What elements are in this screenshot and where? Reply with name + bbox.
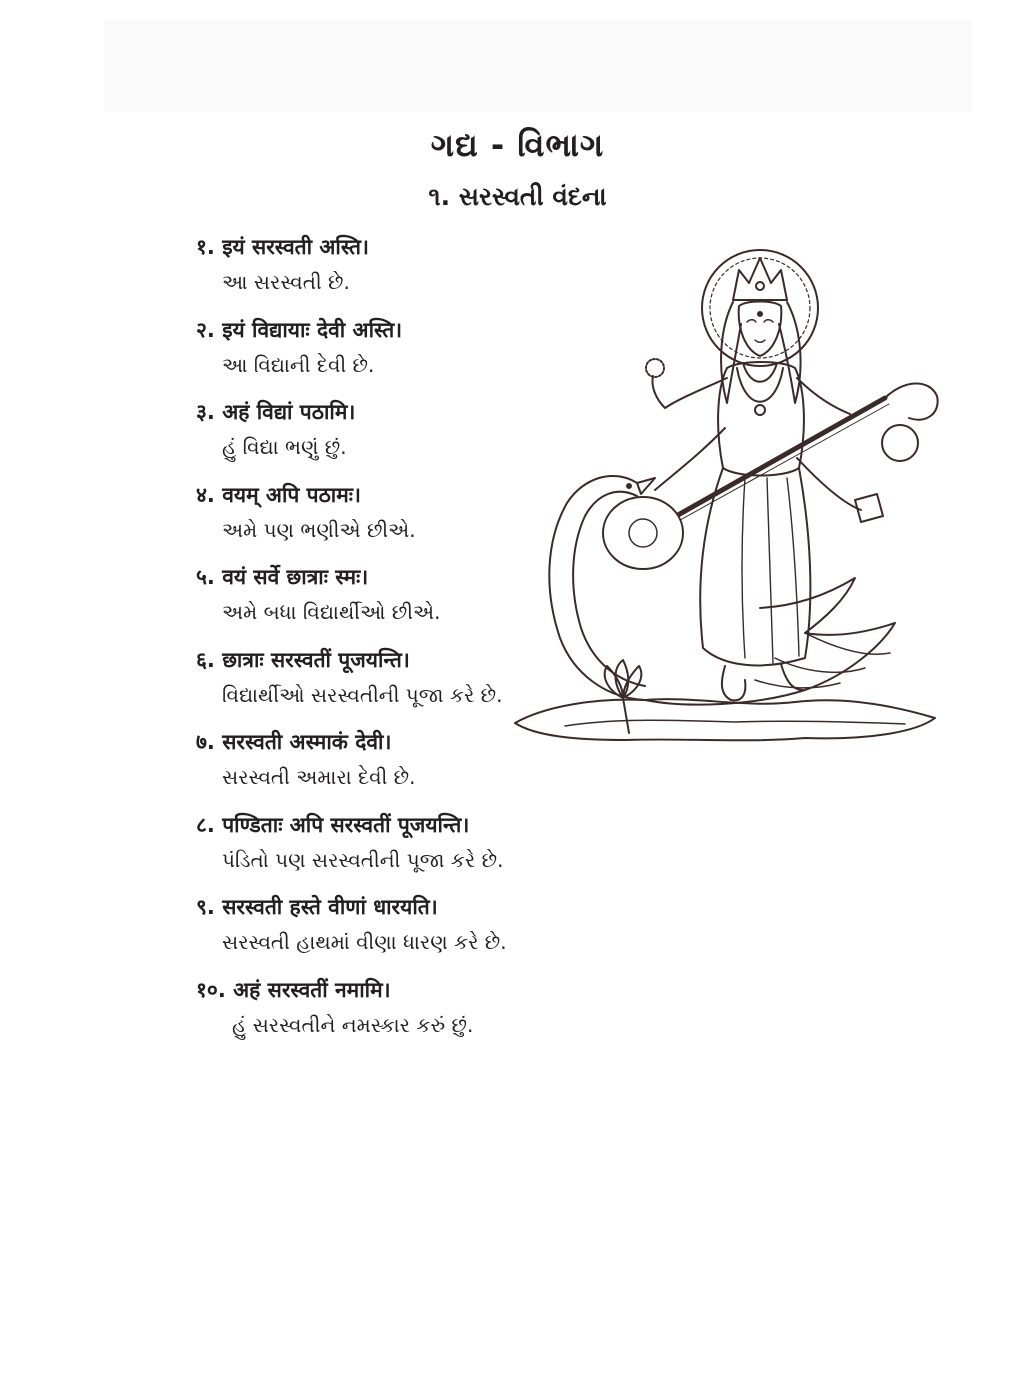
water-ripple-inner [565,720,905,726]
sanskrit-line: २. इयं विद्यायाः देवी अस्ति। [196,317,403,342]
sanskrit-line: ८. पण्डिताः अपि सरस्वतीं पूजयन्ति। [196,812,470,837]
gujarati-translation: હું વિદ્યા ભણું છું. [222,435,347,459]
sanskrit-line: १०. अहं सरस्वतीं नमामि। [196,977,391,1002]
gujarati-translation: અમે બધા વિદ્યાર્થીઓ છીએ. [222,600,441,624]
gujarati-translation: સરસ્વતી હાથમાં વીણા ધારણ કરે છે. [222,930,507,954]
gujarati-translation: આ વિદ્યાની દેવી છે. [222,352,375,377]
veena-neck [655,398,885,528]
sanskrit-line: ३. अहं विद्यां पठामि। [196,400,356,424]
crown-jewel [756,282,764,290]
lesson-title: ૧. સરસ્વતી વંદના [428,182,607,211]
sanskrit-line: १. इयं सरस्वती अस्ति। [196,235,369,259]
gujarati-translation: પંડિતો પણ સરસ્વતીની પૂજા કરે છે. [222,847,504,872]
sanskrit-line: ७. सरस्वती अस्माकं देवी। [196,730,392,754]
face [739,302,782,357]
verse-item [196,973,616,1056]
lotus-stem [623,698,629,733]
lower-left-arm [655,428,725,490]
swan-wing-feathers [755,633,890,688]
upper-left-arm [653,376,728,408]
veena-resonator [603,497,683,569]
saraswati-illustration [505,228,955,788]
water-ripple [515,699,935,740]
swan-eye [627,484,631,488]
verse-item [196,808,616,891]
gujarati-translation: હું સરસ્વતીને નમસ્કાર કરું છું. [232,1012,474,1037]
verse-item [196,890,616,973]
swan-body [645,578,895,705]
book-icon [855,494,883,522]
page-header-band [104,20,972,112]
gujarati-translation: અમે પણ ભણીએ છીએ. [222,517,416,542]
sanskrit-line: ९. सरस्वती हस्ते वीणां धारयति। [196,895,438,919]
sanskrit-line: ४. वयम् अपि पठामः। [196,482,361,507]
necklace [737,363,783,402]
prayer-beads-icon [646,359,664,377]
gujarati-translation: આ સરસ્વતી છે. [222,270,350,294]
pendant [755,405,765,415]
upper-right-arm [797,378,850,414]
gujarati-translation: વિદ્યાર્થીઓ સરસ્વતીની પૂજા કરે છે. [222,682,503,707]
crown [733,258,787,300]
saree-folds [742,478,799,663]
bindi [758,312,762,316]
lower-right-arm [797,458,861,510]
gujarati-translation: સરસ્વતી અમારા દેવી છે. [222,765,416,789]
page-title: ગદ્ય - વિભાગ [430,126,605,164]
veena-strings [655,404,889,534]
veena-gourd [882,425,918,461]
veena-head [885,383,938,419]
sanskrit-line: ५. वयं सर्वे छात्राः स्मः। [196,565,369,589]
sanskrit-line: ६. छात्राः सरस्वतीं पूजयन्ति। [196,647,410,672]
saree-drape [700,468,810,665]
swan-beak [637,478,655,494]
